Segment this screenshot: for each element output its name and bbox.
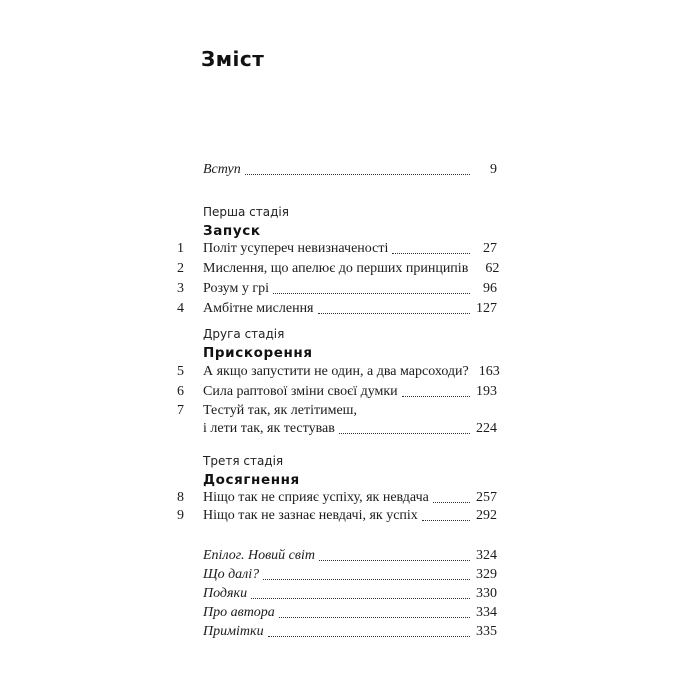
dot-leader — [279, 617, 470, 618]
stage-label: Перша стадія — [203, 205, 289, 219]
toc-entry-title: А якщо запустити не один, а два марсоходи? — [203, 364, 469, 379]
toc-entry-title: Мислення, що апелює до перших принципів — [203, 261, 469, 276]
toc-page-number: 334 — [476, 605, 497, 620]
toc-entry-intro[interactable] — [203, 158, 497, 178]
toc-entry-back-matter[interactable] — [203, 601, 497, 621]
toc-entry-title: Що далі? — [203, 567, 260, 582]
toc-entry-title: Розум у грі — [203, 281, 269, 296]
toc-page-number: 127 — [476, 301, 497, 316]
toc-entry-title: Амбітне мислення — [203, 301, 314, 316]
toc-entry-title: Подяки — [203, 586, 248, 601]
page-title: Зміст — [201, 47, 265, 71]
toc-entry-title-line: Тестуй так, як летітимеш, — [203, 403, 357, 418]
chapter-number: 2 — [177, 261, 184, 276]
dot-leader — [318, 313, 471, 314]
toc-entry-chapter[interactable] — [203, 360, 500, 380]
toc-page-number: 62 — [485, 261, 500, 276]
chapter-number: 9 — [177, 508, 184, 523]
stage-title: Досягнення — [203, 472, 300, 488]
toc-entry-title: Ніщо так не зазнає невдачі, як успіх — [203, 508, 418, 523]
dot-leader — [245, 174, 470, 175]
dot-leader — [433, 502, 470, 503]
toc-page-number: 329 — [476, 567, 497, 582]
chapter-number: 4 — [177, 301, 184, 316]
toc-entry-back-matter[interactable] — [203, 620, 497, 640]
toc-entry-back-matter[interactable] — [203, 582, 497, 602]
dot-leader — [263, 579, 470, 580]
toc-page-number: 27 — [483, 241, 497, 256]
chapter-number: 7 — [177, 403, 184, 418]
stage-title: Прискорення — [203, 345, 313, 361]
toc-entry-title: Вступ — [203, 162, 241, 177]
toc-entry-chapter[interactable] — [203, 277, 497, 297]
toc-page-number: 9 — [490, 162, 497, 177]
dot-leader — [273, 293, 470, 294]
dot-leader — [319, 560, 470, 561]
toc-page-number: 330 — [476, 586, 497, 601]
toc-entry-chapter[interactable] — [203, 380, 497, 400]
dot-leader — [339, 433, 470, 434]
toc-entry-chapter[interactable] — [203, 237, 497, 257]
toc-entry-title: Політ усупереч невизначеності — [203, 241, 389, 256]
dot-leader — [268, 636, 470, 637]
toc-entry-back-matter[interactable] — [203, 563, 497, 583]
toc-page-number: 257 — [476, 490, 497, 505]
toc-entry-chapter[interactable] — [203, 486, 497, 506]
toc-entry-title: Сила раптової зміни своєї думки — [203, 384, 398, 399]
toc-entry-back-matter[interactable] — [203, 544, 497, 564]
toc-entry-chapter[interactable] — [203, 417, 497, 437]
toc-page-number: 96 — [483, 281, 497, 296]
toc-page-number: 224 — [476, 421, 497, 436]
toc-page-number: 335 — [476, 624, 497, 639]
dot-leader — [251, 598, 470, 599]
chapter-number: 1 — [177, 241, 184, 256]
chapter-number: 6 — [177, 384, 184, 399]
toc-entry-title: Ніщо так не сприяє успіху, як невдача — [203, 490, 429, 505]
toc-entry-title: Примітки — [203, 624, 264, 639]
toc-entry-title: Про автора — [203, 605, 275, 620]
dot-leader — [392, 253, 470, 254]
toc-entry-chapter[interactable] — [203, 257, 500, 277]
toc-entry-chapter[interactable] — [203, 297, 497, 317]
stage-title: Запуск — [203, 223, 261, 239]
dot-leader — [422, 520, 470, 521]
dot-leader — [402, 396, 470, 397]
stage-label: Друга стадія — [203, 327, 285, 341]
toc-page-number: 292 — [476, 508, 497, 523]
stage-label: Третя стадія — [203, 454, 284, 468]
toc-page-number: 163 — [478, 364, 500, 379]
toc-entry-chapter[interactable] — [203, 504, 497, 524]
chapter-number: 3 — [177, 281, 184, 296]
toc-page-number: 324 — [476, 548, 497, 563]
chapter-number: 5 — [177, 364, 184, 379]
toc-entry-title: і лети так, як тестував — [203, 421, 335, 436]
toc-page-number: 193 — [476, 384, 497, 399]
chapter-number: 8 — [177, 490, 184, 505]
toc-entry-title: Епілог. Новий світ — [203, 548, 315, 563]
